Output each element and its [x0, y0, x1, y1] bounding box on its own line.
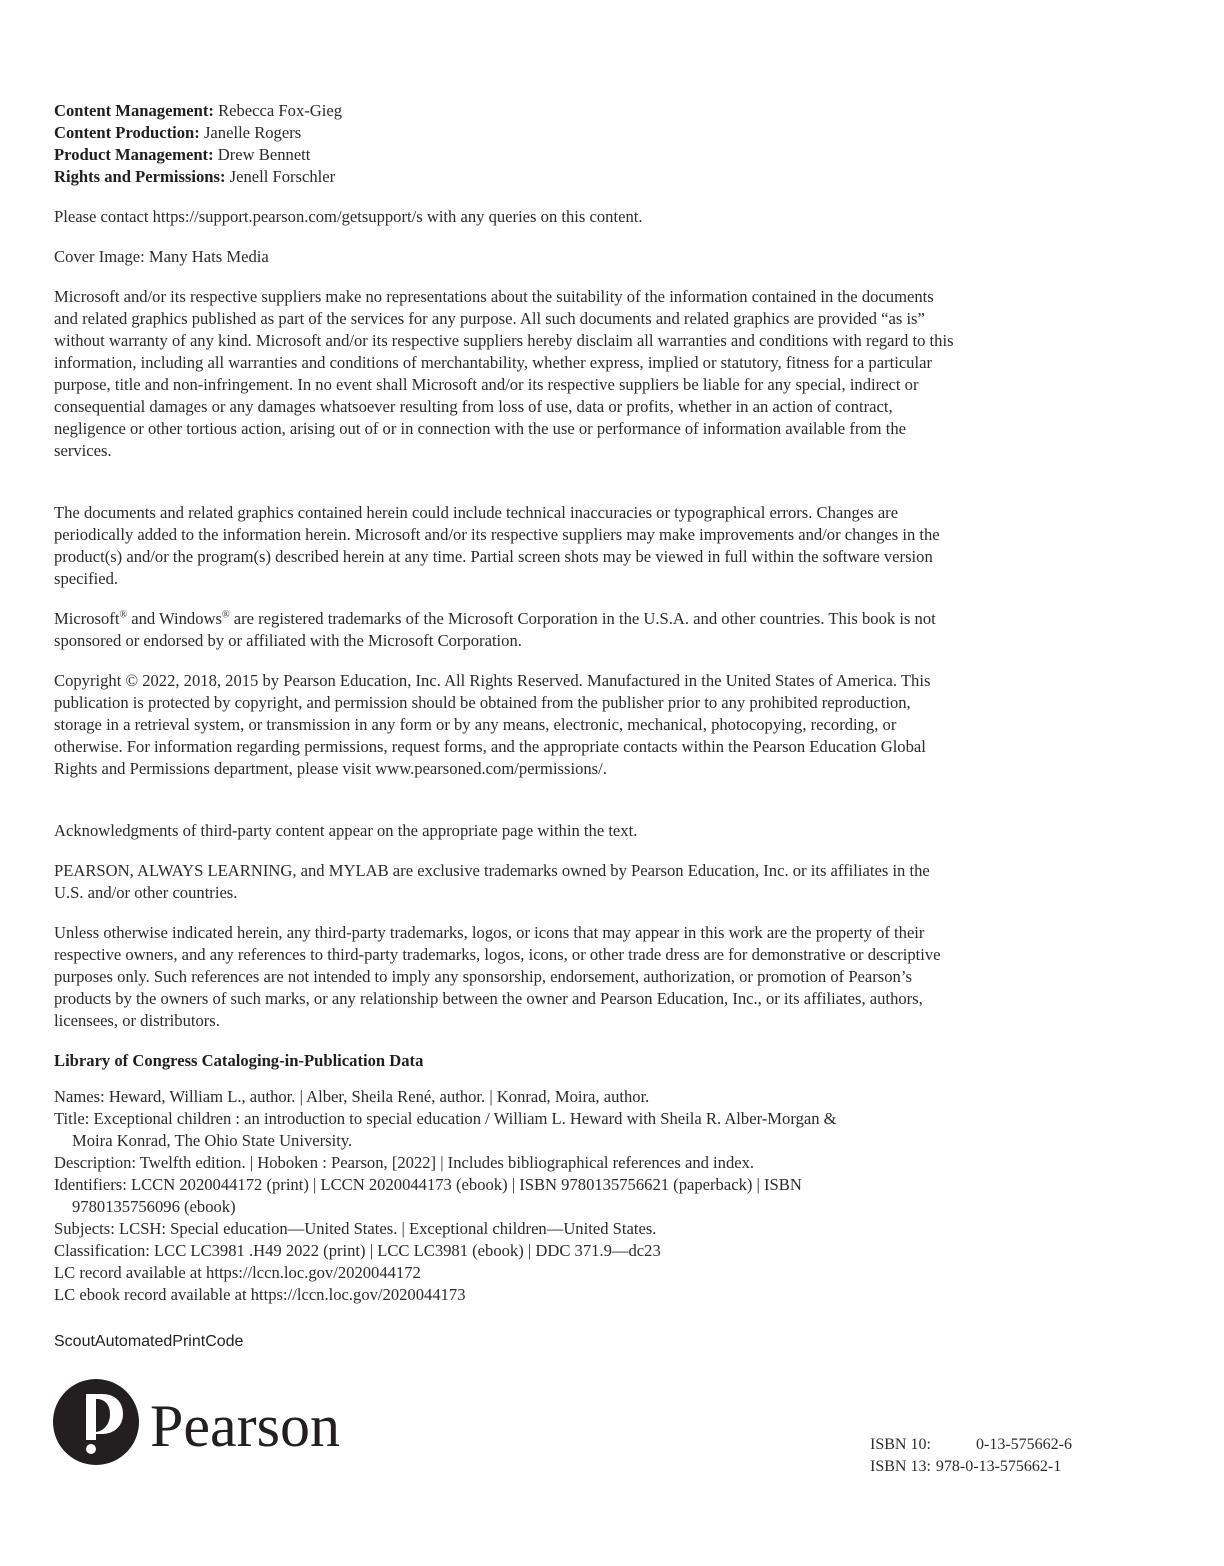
windows-name: Windows	[159, 609, 222, 628]
credit-line	[54, 144, 959, 166]
credit-label: Rights and Permissions:	[54, 167, 226, 186]
cip-line: Title: Exceptional children : an introduction to special education / William L. Heward with Sheila R. Alber-Morgan & Moira Konrad, The Ohio State University.	[54, 1109, 837, 1150]
cip-data	[54, 1050, 959, 1306]
cip-line: LC record available at https://lccn.loc.gov/2020044172	[54, 1263, 421, 1282]
copyright-notice	[54, 670, 959, 780]
cip-line: Identifiers: LCCN 2020044172 (print) | LCCN 2020044173 (ebook) | ISBN 9780135756621 (paperback) | ISBN 9780135756096 (ebook)	[54, 1175, 802, 1216]
microsoft-trademark-notice	[54, 608, 959, 652]
cip-line: LC ebook record available at https://lccn.loc.gov/2020044173	[54, 1285, 466, 1304]
conjunction: and	[127, 609, 160, 628]
cip-line: Names: Heward, William L., author. | Alber, Sheila René, author. | Konrad, Moira, author.	[54, 1087, 650, 1106]
credit-label: Content Production:	[54, 123, 200, 142]
isbn-value: 978-0-13-575662-1	[935, 1458, 1062, 1475]
pearson-wordmark: Pearson	[150, 1393, 340, 1459]
isbn-label: ISBN 10:	[870, 1436, 931, 1453]
registered-mark: ®	[119, 609, 128, 621]
microsoft-name: Microsoft	[54, 609, 120, 628]
disclaimer-text: Microsoft and/or its respective suppliers make no representations about the suitability of the information contained in the documents and related graphics published as part of the services for any purpose. All such documents and related graphics are provided “as is” without warranty of any kind. Microsoft and/or its respective suppliers hereby disclaim all warranties and conditions with regard to this information, including all warranties and conditions of merchantability, whether express, implied or statutory, fitness for a particular purpose, title and non-infringement. In no event shall Microsoft and/or its respective suppliers be liable for any special, indirect or consequential damages or any damages whatsoever resulting from loss of use, data or profits, whether in an action of contract, negligence or other tortious action, arising out of or in connection with the use or performance of information available from the services.	[54, 287, 954, 460]
acknowledgments-text: Acknowledgments of third-party content appear on the appropriate page within the text.	[54, 821, 638, 840]
isbn-10-row	[870, 1434, 1110, 1456]
pearson-trademark-notice	[54, 860, 959, 904]
contact-paragraph	[54, 206, 959, 228]
trademark-rest: are registered trademarks of the Microsoft Corporation in the U.S.A. and other countries. This book is not sponsored or endorsed by or affiliated with the Microsoft Corporation.	[54, 609, 936, 650]
pearson-trademark-text: PEARSON, ALWAYS LEARNING, and MYLAB are exclusive trademarks owned by Pearson Education, Inc. or its affiliates in the U.S. and/or other countries.	[54, 861, 930, 902]
isbn-13-row	[870, 1456, 1110, 1478]
cip-heading: Library of Congress Cataloging-in-Publication Data	[54, 1051, 424, 1070]
cip-line: Description: Twelfth edition. | Hoboken : Pearson, [2022] | Includes bibliographical references and index.	[54, 1153, 755, 1172]
credit-value: Rebecca Fox-Gieg	[218, 101, 343, 120]
cover-image-text: Cover Image: Many Hats Media	[54, 247, 269, 266]
print-code: ScoutAutomatedPrintCode	[54, 1333, 244, 1350]
microsoft-disclaimer	[54, 286, 959, 462]
pearson-p-logo-icon	[52, 1374, 382, 1470]
credit-line	[54, 122, 959, 144]
third-party-notice	[54, 922, 959, 1032]
credits-list	[54, 100, 959, 188]
microsoft-accuracy-notice	[54, 502, 959, 590]
credit-value: Janelle Rogers	[203, 123, 302, 142]
contact-text: Please contact https://support.pearson.com/getsupport/s with any queries on this content.	[54, 207, 643, 226]
accuracy-text: The documents and related graphics contained herein could include technical inaccuracies or typographical errors. Changes are periodically added to the information herein. Microsoft and/or its respective suppliers may make improvements and/or changes in the product(s) and/or the program(s) described herein at any time. Partial screen shots may be viewed in full within the software version specified.	[54, 503, 940, 588]
credit-label: Product Management:	[54, 145, 214, 164]
credit-value: Jenell Forschler	[229, 167, 336, 186]
isbn-value: 0-13-575662-6	[976, 1436, 1072, 1453]
registered-mark: ®	[221, 609, 230, 621]
credit-label: Content Management:	[54, 101, 214, 120]
cip-line: Subjects: LCSH: Special education—United States. | Exceptional children—United States.	[54, 1219, 657, 1238]
cip-line: Classification: LCC LC3981 .H49 2022 (print) | LCC LC3981 (ebook) | DDC 371.9—dc23	[54, 1241, 661, 1260]
acknowledgments-notice	[54, 820, 959, 842]
credit-value: Drew Bennett	[217, 145, 311, 164]
credit-line	[54, 100, 959, 122]
cover-image-credit	[54, 246, 959, 268]
trademark-text	[54, 608, 959, 652]
credit-line	[54, 166, 959, 188]
pearson-logo	[52, 1374, 382, 1470]
isbn-block	[870, 1434, 1110, 1478]
isbn-label: ISBN 13:	[870, 1458, 931, 1475]
copyright-text: Copyright © 2022, 2018, 2015 by Pearson Education, Inc. All Rights Reserved. Manufactured in the United States of America. This publication is protected by copyright, and permission should be obtained from the publisher prior to any prohibited reproduction, storage in a retrieval system, or transmission in any form or by any means, electronic, mechanical, photocopying, recording, or otherwise. For information regarding permissions, request forms, and the appropriate contacts within the Pearson Education Global Rights and Permissions department, please visit www.pearsoned.com/permissions/.	[54, 671, 931, 778]
third-party-text: Unless otherwise indicated herein, any third-party trademarks, logos, or icons that may appear in this work are the property of their respective owners, and any references to third-party trademarks, logos, icons, or other trade dress are for demonstrative or descriptive purposes only. Such references are not intended to imply any sponsorship, endorsement, authorization, or promotion of Pearson’s products by the owners of such marks, or any relationship between the owner and Pearson Education, Inc., or its affiliates, authors, licensees, or distributors.	[54, 923, 941, 1030]
